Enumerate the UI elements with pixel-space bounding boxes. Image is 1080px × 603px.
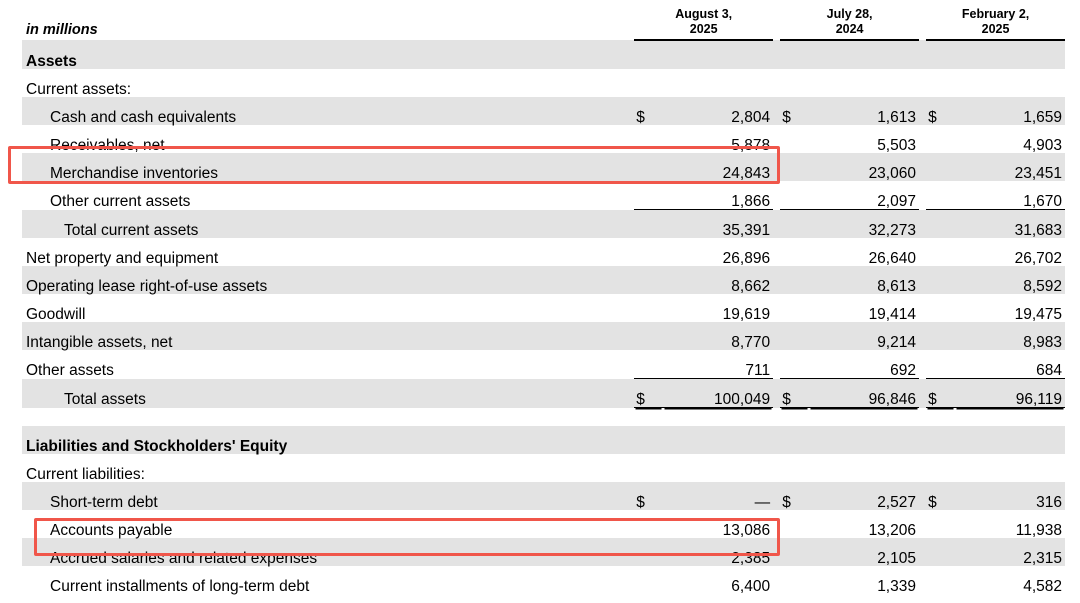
empty-currency	[780, 238, 809, 266]
total-assets-value-3: 96,119	[955, 379, 1065, 408]
row-label-operating-lease: Operating lease right-of-use assets	[26, 277, 268, 295]
gap	[773, 210, 780, 239]
goodwill-value-3: 19,475	[1014, 305, 1062, 323]
empty-currency	[634, 322, 663, 350]
accrued-salaries-value-2: 2,105	[877, 549, 916, 567]
gap	[773, 266, 780, 294]
short-term-debt-value-1: —	[754, 493, 771, 511]
table-row	[22, 97, 1065, 125]
empty-currency	[634, 181, 663, 210]
table-row	[22, 238, 1065, 266]
goodwill-value-1: 19,619	[722, 305, 771, 323]
empty-currency	[926, 350, 955, 379]
gap	[773, 238, 780, 266]
cash-value-2: 1,613	[877, 108, 916, 126]
other-current-assets-value-1: 1,866	[731, 192, 771, 210]
gap	[919, 379, 926, 408]
empty-currency	[926, 181, 955, 210]
other-current-assets-value-2: 2,097	[877, 192, 916, 210]
total-assets-currency-3: $	[926, 379, 955, 408]
row-label-short-term-debt: Short-term debt	[50, 493, 158, 511]
receivables-value-2: 5,503	[877, 136, 916, 154]
gap	[919, 153, 926, 181]
gap	[773, 379, 780, 408]
table-row	[22, 181, 1065, 210]
column-header-1: August 3, 2025	[634, 0, 773, 40]
empty-currency	[780, 266, 809, 294]
section-heading-assets	[22, 40, 1065, 69]
short-term-debt-value-3: 316	[1036, 493, 1062, 511]
empty-currency	[780, 210, 809, 239]
other-assets-value-1: 711	[745, 361, 771, 379]
header-gap-1	[773, 0, 780, 40]
gap	[773, 97, 780, 125]
section-heading-liabilities	[22, 426, 1065, 454]
gap	[919, 266, 926, 294]
cash-currency-1: $	[636, 108, 645, 126]
column-header-3: February 2, 2025	[926, 0, 1065, 40]
gap	[773, 510, 780, 538]
gap	[919, 566, 926, 594]
cash-currency-3: $	[928, 108, 937, 126]
empty-currency	[634, 510, 663, 538]
gap	[919, 125, 926, 153]
empty-currency	[926, 238, 955, 266]
empty-currency	[780, 510, 809, 538]
gap	[773, 350, 780, 379]
operating-lease-value-2: 8,613	[877, 277, 916, 295]
empty-currency	[634, 125, 663, 153]
gap	[919, 510, 926, 538]
short-term-debt-currency-3: $	[928, 493, 937, 511]
intangibles-value-2: 9,214	[877, 333, 916, 351]
gap	[919, 181, 926, 210]
current-assets-title: Current assets:	[26, 80, 132, 98]
row-label-receivables: Receivables, net	[50, 136, 165, 154]
inventories-value-2: 23,060	[868, 164, 916, 182]
gap	[919, 294, 926, 322]
operating-lease-value-1: 8,662	[731, 277, 771, 295]
cash-currency-2: $	[782, 108, 791, 126]
total-assets-currency-1: $	[634, 379, 663, 408]
table-row	[22, 538, 1065, 566]
row-label-cash: Cash and cash equivalents	[50, 108, 237, 126]
empty-currency	[780, 538, 809, 566]
cash-value-3: 1,659	[1023, 108, 1062, 126]
gap	[773, 482, 780, 510]
units-label: in millions	[26, 21, 98, 38]
row-label-total-assets: Total assets	[64, 391, 146, 408]
table-row	[22, 266, 1065, 294]
accrued-salaries-value-3: 2,315	[1023, 549, 1062, 567]
empty-currency	[926, 153, 955, 181]
empty-currency	[780, 125, 809, 153]
gap	[773, 125, 780, 153]
empty-currency	[634, 294, 663, 322]
gap	[919, 97, 926, 125]
table-row-total	[22, 210, 1065, 239]
table-row	[22, 322, 1065, 350]
total-assets-value-1: 100,049	[663, 379, 773, 408]
current-installments-value-3: 4,582	[1023, 577, 1062, 595]
inventories-value-3: 23,451	[1014, 164, 1062, 182]
intangibles-value-3: 8,983	[1023, 333, 1062, 351]
net-property-value-1: 26,896	[722, 249, 771, 267]
other-assets-value-2: 692	[890, 361, 916, 379]
gap	[919, 238, 926, 266]
current-assets-filler	[634, 69, 1065, 97]
empty-currency	[926, 266, 955, 294]
total-assets-value-2: 96,846	[809, 379, 919, 408]
subheading-current-assets	[22, 69, 1065, 97]
empty-currency	[926, 294, 955, 322]
row-label-accrued-salaries: Accrued salaries and related expenses	[50, 549, 318, 567]
row-label-net-property: Net property and equipment	[26, 249, 219, 267]
empty-currency	[634, 238, 663, 266]
accounts-payable-value-1: 13,086	[722, 521, 771, 539]
table-row	[22, 510, 1065, 538]
net-property-value-3: 26,702	[1014, 249, 1062, 267]
current-installments-value-2: 1,339	[877, 577, 916, 595]
intangibles-value-1: 8,770	[731, 333, 771, 351]
empty-currency	[926, 125, 955, 153]
cash-value-1: 2,804	[731, 108, 771, 126]
row-label-other-assets: Other assets	[26, 362, 114, 379]
subheading-current-liabilities	[22, 454, 1065, 482]
table-row	[22, 294, 1065, 322]
empty-currency	[634, 566, 663, 594]
short-term-debt-value-2: 2,527	[877, 493, 916, 511]
table-row	[22, 482, 1065, 510]
table-row	[22, 566, 1065, 594]
current-installments-value-1: 6,400	[731, 577, 771, 595]
net-property-value-2: 26,640	[868, 249, 916, 267]
table-row-total-assets	[22, 379, 1065, 408]
row-label-current-installments: Current installments of long-term debt	[50, 577, 310, 595]
goodwill-value-2: 19,414	[868, 305, 916, 323]
row-label-goodwill: Goodwill	[26, 305, 86, 323]
inventories-value-1: 24,843	[722, 164, 771, 182]
empty-currency	[926, 510, 955, 538]
liabilities-title-filler	[634, 426, 1065, 454]
gap	[773, 181, 780, 210]
gap	[773, 294, 780, 322]
table-row	[22, 350, 1065, 379]
gap	[919, 538, 926, 566]
current-liabilities-filler	[634, 454, 1065, 482]
gap	[773, 538, 780, 566]
empty-currency	[780, 153, 809, 181]
gap	[919, 210, 926, 239]
empty-currency	[634, 350, 663, 379]
row-label-other-current-assets: Other current assets	[50, 193, 191, 210]
other-current-assets-value-3: 1,670	[1023, 192, 1062, 210]
empty-currency	[780, 294, 809, 322]
empty-currency	[926, 322, 955, 350]
accounts-payable-value-2: 13,206	[868, 521, 916, 539]
spacer-cell	[22, 408, 1065, 427]
assets-title-filler	[634, 40, 1065, 69]
empty-currency	[780, 181, 809, 210]
empty-currency	[780, 350, 809, 379]
row-label-intangibles: Intangible assets, net	[26, 333, 173, 351]
row-label-total-current-assets: Total current assets	[64, 221, 199, 239]
gap	[919, 482, 926, 510]
total-assets-currency-2: $	[780, 379, 809, 408]
other-assets-value-3: 684	[1036, 361, 1062, 379]
header-gap-2	[919, 0, 926, 40]
row-label-accounts-payable: Accounts payable	[50, 521, 173, 539]
gap	[773, 153, 780, 181]
gap	[919, 322, 926, 350]
empty-currency	[926, 566, 955, 594]
row-label-merchandise-inventories: Merchandise inventories	[50, 164, 219, 182]
empty-currency	[926, 538, 955, 566]
total-current-assets-value-1: 35,391	[663, 210, 773, 239]
receivables-value-1: 5,878	[731, 136, 771, 154]
short-term-debt-currency-2: $	[782, 493, 791, 511]
table-row	[22, 153, 1065, 181]
section-spacer	[22, 408, 1065, 427]
table-row	[22, 125, 1065, 153]
gap	[773, 566, 780, 594]
empty-currency	[634, 538, 663, 566]
operating-lease-value-3: 8,592	[1023, 277, 1062, 295]
column-header-2: July 28, 2024	[780, 0, 919, 40]
assets-title: Assets	[26, 52, 77, 70]
balance-sheet-table	[22, 0, 1065, 594]
empty-currency	[634, 153, 663, 181]
empty-currency	[926, 210, 955, 239]
accrued-salaries-value-1: 2,385	[731, 549, 771, 567]
table-header-row	[22, 0, 1065, 40]
current-liabilities-title: Current liabilities:	[26, 465, 145, 483]
empty-currency	[780, 322, 809, 350]
total-current-assets-value-2: 32,273	[809, 210, 919, 239]
empty-currency	[780, 566, 809, 594]
accounts-payable-value-3: 11,938	[1015, 521, 1062, 539]
short-term-debt-currency-1: $	[636, 493, 645, 511]
gap	[919, 350, 926, 379]
gap	[773, 322, 780, 350]
empty-currency	[634, 210, 663, 239]
empty-currency	[634, 266, 663, 294]
receivables-value-3: 4,903	[1023, 136, 1062, 154]
total-current-assets-value-3: 31,683	[955, 210, 1065, 239]
liabilities-title: Liabilities and Stockholders' Equity	[26, 437, 288, 455]
